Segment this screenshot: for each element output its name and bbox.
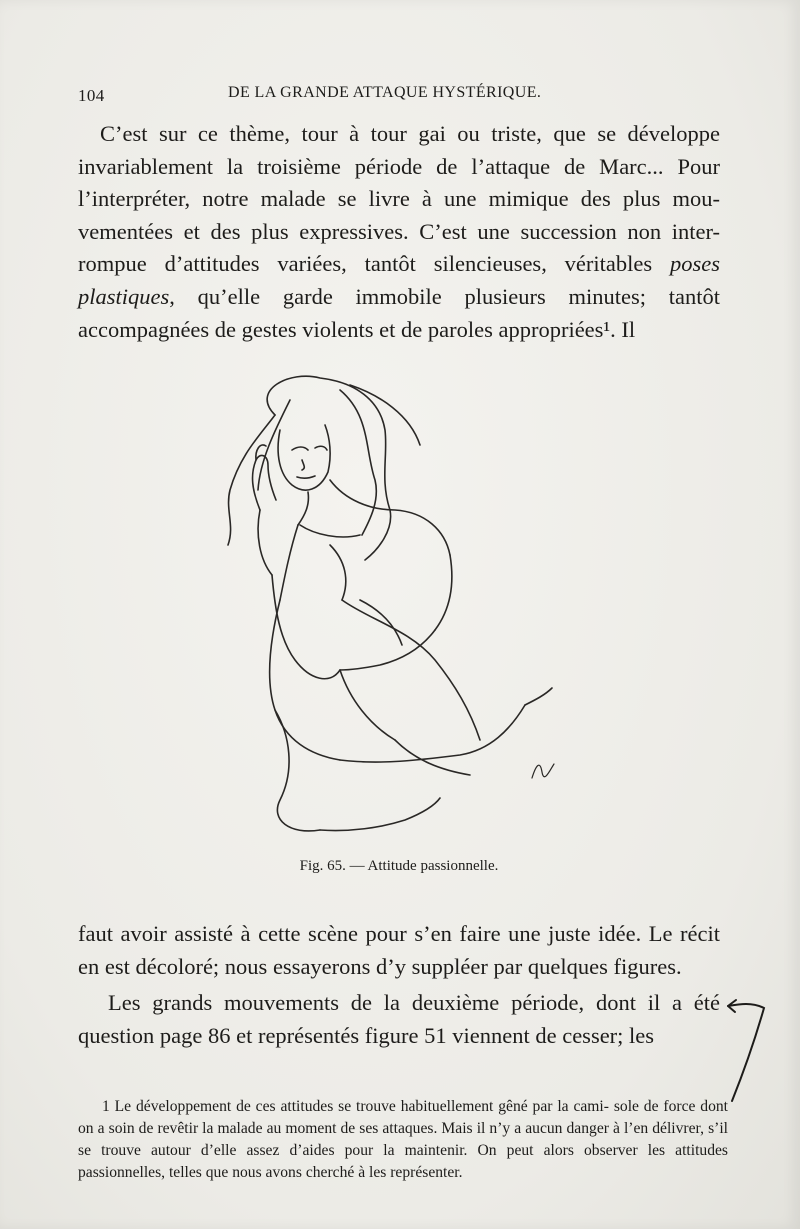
top-paragraph (78, 118, 720, 346)
text-line: Les grands mouvements de la deuxième période, dont il a été (108, 990, 720, 1016)
footnote-line: il n’y a aucun danger à l’en délivrer, s’il se trouve autour d’elle assez d’aides (78, 1120, 728, 1159)
seated-woman-drawing (180, 360, 580, 850)
new-paragraph (78, 987, 720, 1052)
text-line: question page 86 et représentés figure 51 viennent de cesser; les (78, 1022, 655, 1048)
text-line: récit en est décoloré; nous essayerons d’y suppléer par quelques (78, 921, 720, 979)
footnote-line: 1 Le développement de ces attitudes se trouve habituellement gêné par la cami- (102, 1098, 609, 1115)
footnote (78, 1096, 728, 1184)
footnote-line: pour la maintenir. On peut alors observer les attitudes passionnelles, telles que (78, 1142, 728, 1181)
text-line: faut avoir assisté à cette scène pour s’en faire une juste idée. Le (78, 921, 673, 946)
continuation-paragraph (78, 918, 720, 983)
footnote-line: sole de force dont on a soin de revêtir la malade au moment de ses attaques. Mais (78, 1098, 729, 1137)
bottom-text (78, 918, 720, 1052)
text-line: vementées et des plus expressives. C’est une succession non inter- (78, 218, 720, 244)
text-line: l’interpréter, notre malade se livre à une mimique des plus mou- (78, 186, 720, 212)
margin-arrow-mark (722, 996, 770, 1106)
footnote-line: nous avons cherché à les représenter. (232, 1164, 463, 1181)
text-line: rompue d’attitudes variées, tantôt silencieuses, véritables poses (78, 251, 720, 277)
text-line: C’est sur ce thème, tour à tour gai ou triste, que se développe (100, 121, 720, 146)
figure-illustration (180, 360, 580, 850)
text-line: figures. (613, 953, 682, 979)
running-title: DE LA GRANDE ATTAQUE HYSTÉRIQUE. (228, 84, 542, 101)
running-head (78, 82, 718, 108)
text-line: invariablement la troisième période de l’attaque de Marc... Pour (78, 153, 720, 179)
text-line: accompagnées de gestes violents et de paroles appropriées¹. Il (78, 316, 636, 342)
page-number: 104 (78, 86, 105, 105)
text-line: plastiques, qu’elle garde immobile plusieurs minutes; tantôt (78, 283, 720, 309)
figure-caption: Fig. 65. — Attitude passionnelle. (299, 858, 499, 874)
